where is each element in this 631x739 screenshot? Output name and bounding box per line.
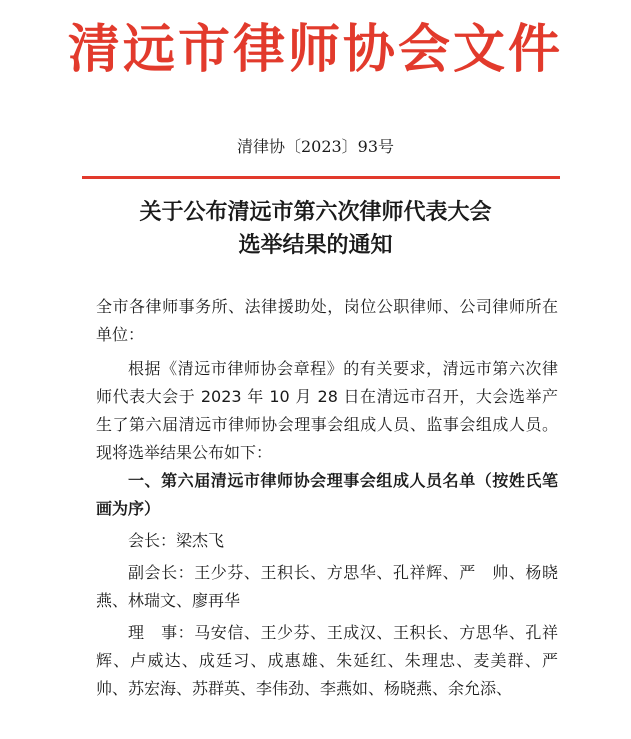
notice-title-line-1: 关于公布清远市第六次律师代表大会 — [139, 199, 492, 225]
red-divider-line — [82, 176, 560, 179]
intro-paragraph: 根据《清远市律师协会章程》的有关要求，清远市第六次律师代表大会于 2023 年 10 月 28 日在清远市召开，大会选举产生了第六届清远市律师协会理事会组成人员、监事会组成人员。现将选举结果公布如下： — [96, 359, 558, 462]
document-number: 清律协〔2023〕93号 — [236, 137, 395, 156]
notice-title — [0, 196, 631, 262]
president-line: 会长：梁杰飞 — [128, 531, 225, 550]
salutation: 全市各律师事务所、法律援助处，岗位公职律师、公司律师所在单位： — [96, 297, 558, 344]
directors-list: 理 事：马安信、王少芬、王成汉、王积长、方思华、孔祥辉、卢威达、成廷习、成惠雄、朱延红、朱理忠、麦美群、严 帅、苏宏海、苏群英、李伟劲、李燕如、杨晓燕、余允添、 — [96, 623, 575, 698]
vice-presidents-list: 副会长：王少芬、王积长、方思华、孔祥辉、严 帅、杨晓燕、林瑞文、廖再华 — [96, 563, 558, 610]
notice-body — [96, 293, 575, 703]
notice-title-line-2: 选举结果的通知 — [238, 232, 393, 258]
section-1-heading: 一、第六届清远市律师协会理事会组成人员名单（按姓氏笔画为序） — [96, 471, 558, 518]
document-header-title: 清远市律师协会文件 — [67, 20, 563, 80]
